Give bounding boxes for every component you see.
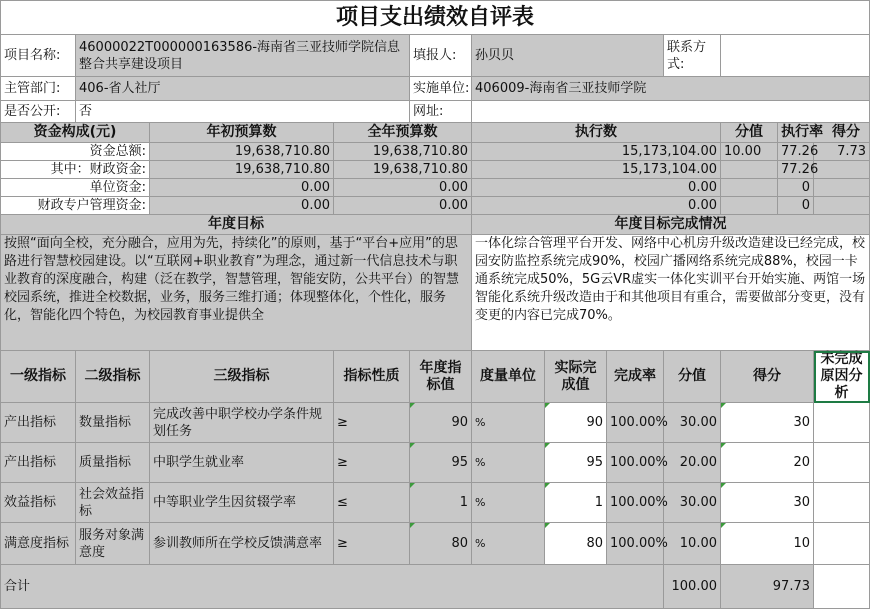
ind-nature[interactable]: ≤ [334, 483, 410, 523]
funds-header-rate: 执行率 [781, 124, 824, 140]
ind-header-nature[interactable]: 指标性质 [334, 351, 410, 403]
url-value[interactable] [472, 101, 870, 123]
ind-actual[interactable]: 95 [545, 443, 607, 483]
ind-header-rate[interactable]: 完成率 [607, 351, 664, 403]
contact-value[interactable] [721, 35, 870, 77]
funds-initial[interactable]: 0.00 [150, 197, 334, 215]
ind-header-score[interactable]: 得分 [721, 351, 814, 403]
ind-score[interactable]: 20 [721, 443, 814, 483]
ind-actual[interactable]: 80 [545, 523, 607, 565]
ind-weight[interactable]: 20.00 [664, 443, 721, 483]
funds-score[interactable] [814, 161, 870, 179]
ind-unit[interactable]: % [472, 403, 545, 443]
ind-header-weight[interactable]: 分值 [664, 351, 721, 403]
funds-row [1, 197, 870, 215]
total-reason[interactable] [814, 565, 870, 609]
dept-value[interactable]: 406-省人社厅 [76, 77, 410, 101]
reporter-value[interactable]: 孙贝贝 [472, 35, 664, 77]
funds-executed[interactable]: 0.00 [472, 179, 721, 197]
goal-completion-header[interactable]: 年度目标完成情况 [472, 215, 870, 235]
funds-executed[interactable]: 0.00 [472, 197, 721, 215]
ind-unit[interactable]: % [472, 443, 545, 483]
funds-initial[interactable]: 19,638,710.80 [150, 143, 334, 161]
ind-l3[interactable]: 中职学生就业率 [150, 443, 334, 483]
ind-l3[interactable]: 参训教师所在学校反馈满意率 [150, 523, 334, 565]
ind-l1[interactable]: 满意度指标 [1, 523, 76, 565]
goal-completion-text[interactable]: 一体化综合管理平台开发、网络中心机房升级改造建设已经完成，校园安防监控系统完成90%，校园广播网络系统完成88%，校园一卡通系统完成50%，5G云VR虚实一体化实训平台开始实施、两馆一场智能化系统升级改造由于和其他项目有重合，需要做部分变更，没有变更的内容已完成70%。 [472, 235, 870, 351]
ind-weight[interactable]: 30.00 [664, 483, 721, 523]
ind-actual[interactable]: 1 [545, 483, 607, 523]
url-label[interactable]: 网址: [410, 101, 472, 123]
funds-header-composition[interactable]: 资金构成(元) [1, 123, 150, 143]
ind-rate[interactable]: 100.00% [607, 523, 664, 565]
ind-target[interactable]: 80 [410, 523, 472, 565]
dept-label[interactable]: 主管部门: [1, 77, 76, 101]
funds-header-rate-score[interactable] [778, 123, 870, 143]
ind-l1[interactable]: 效益指标 [1, 483, 76, 523]
sheet-title[interactable]: 项目支出绩效自评表 [1, 1, 870, 35]
ind-reason[interactable] [814, 443, 870, 483]
ind-score[interactable]: 30 [721, 483, 814, 523]
funds-row [1, 161, 870, 179]
ind-rate[interactable]: 100.00% [607, 443, 664, 483]
ind-header-target[interactable]: 年度指标值 [410, 351, 472, 403]
ind-unit[interactable]: % [472, 483, 545, 523]
funds-weight[interactable] [721, 197, 778, 215]
total-score[interactable]: 97.73 [721, 565, 814, 609]
impl-value[interactable]: 406009-海南省三亚技师学院 [472, 77, 870, 101]
ind-l3[interactable]: 中等职业学生因贫辍学率 [150, 483, 334, 523]
ind-reason[interactable] [814, 523, 870, 565]
ind-target[interactable]: 1 [410, 483, 472, 523]
funds-annual[interactable]: 19,638,710.80 [334, 143, 472, 161]
ind-weight[interactable]: 30.00 [664, 403, 721, 443]
funds-row-label[interactable]: 资金总额: [1, 143, 150, 161]
funds-score[interactable] [814, 179, 870, 197]
ind-l2[interactable]: 服务对象满意度 [76, 523, 150, 565]
funds-initial[interactable]: 19,638,710.80 [150, 161, 334, 179]
ind-score[interactable]: 10 [721, 523, 814, 565]
reporter-label[interactable]: 填报人: [410, 35, 472, 77]
project-name-value[interactable]: 46000022T000000163586-海南省三亚技师学院信息整合共享建设项目 [76, 35, 410, 77]
funds-annual[interactable]: 0.00 [334, 197, 472, 215]
ind-rate[interactable]: 100.00% [607, 483, 664, 523]
funds-header-initial[interactable]: 年初预算数 [150, 123, 334, 143]
funds-rate[interactable]: 77.26 [778, 143, 814, 161]
ind-reason[interactable] [814, 403, 870, 443]
ind-score[interactable]: 30 [721, 403, 814, 443]
funds-header-score: 得分 [831, 124, 860, 140]
funds-executed[interactable]: 15,173,104.00 [472, 161, 721, 179]
impl-label[interactable]: 实施单位: [410, 77, 472, 101]
ind-nature[interactable]: ≥ [334, 523, 410, 565]
ind-l3[interactable]: 完成改善中职学校办学条件规划任务 [150, 403, 334, 443]
ind-rate[interactable]: 100.00% [607, 403, 664, 443]
ind-nature[interactable]: ≥ [334, 403, 410, 443]
ind-weight[interactable]: 10.00 [664, 523, 721, 565]
indicator-row [1, 403, 870, 443]
funds-rate[interactable]: 0 [778, 179, 814, 197]
indicator-row [1, 483, 870, 523]
ind-l2[interactable]: 社会效益指标 [76, 483, 150, 523]
funds-row [1, 143, 870, 161]
total-weight[interactable]: 100.00 [664, 565, 721, 609]
funds-row [1, 179, 870, 197]
funds-weight[interactable]: 10.00 [721, 143, 778, 161]
ind-target[interactable]: 90 [410, 403, 472, 443]
indicator-row [1, 523, 870, 565]
ind-header-l1[interactable]: 一级指标 [1, 351, 76, 403]
public-value[interactable]: 否 [76, 101, 410, 123]
ind-header-unit[interactable]: 度量单位 [472, 351, 545, 403]
funds-header-annual[interactable]: 全年预算数 [334, 123, 472, 143]
annual-goal-header[interactable]: 年度目标 [1, 215, 472, 235]
indicator-row [1, 443, 870, 483]
annual-goal-text[interactable]: 按照“面向全校，充分融合，应用为先，持续化”的原则，基于“平台+应用”的思路进行智慧校园建设。以“互联网+职业教育”为理念，通过新一代信息技术与职业教育的深度融合，构建（泛在教学，智慧管理，智能安防，公共平台）的智慧校园系统，推进全校数据，业务，服务三维打通；体现整体化，个性化，服务化，智能化四个特色，为校园教育事业提供全 [1, 235, 472, 351]
public-label[interactable]: 是否公开: [1, 101, 76, 123]
ind-header-actual[interactable]: 实际完成值 [545, 351, 607, 403]
funds-weight[interactable] [721, 161, 778, 179]
funds-score[interactable] [814, 197, 870, 215]
contact-label[interactable]: 联系方式: [664, 35, 721, 77]
ind-l1[interactable]: 产出指标 [1, 403, 76, 443]
funds-annual[interactable]: 0.00 [334, 179, 472, 197]
ind-target[interactable]: 95 [410, 443, 472, 483]
funds-score[interactable]: 7.73 [814, 143, 870, 161]
funds-initial[interactable]: 0.00 [150, 179, 334, 197]
ind-reason[interactable] [814, 483, 870, 523]
funds-header-executed[interactable]: 执行数 [472, 123, 721, 143]
ind-unit[interactable]: % [472, 523, 545, 565]
ind-header-l3[interactable]: 三级指标 [150, 351, 334, 403]
total-label[interactable]: 合计 [1, 565, 664, 609]
ind-l1[interactable]: 产出指标 [1, 443, 76, 483]
funds-executed[interactable]: 15,173,104.00 [472, 143, 721, 161]
funds-row-label[interactable]: 财政专户管理资金: [1, 197, 150, 215]
funds-weight[interactable] [721, 179, 778, 197]
ind-l2[interactable]: 质量指标 [76, 443, 150, 483]
ind-actual[interactable]: 90 [545, 403, 607, 443]
funds-row-label[interactable]: 单位资金: [1, 179, 150, 197]
funds-rate[interactable]: 77.26 [778, 161, 814, 179]
ind-nature[interactable]: ≥ [334, 443, 410, 483]
ind-header-l2[interactable]: 二级指标 [76, 351, 150, 403]
ind-l2[interactable]: 数量指标 [76, 403, 150, 443]
funds-rate[interactable]: 0 [778, 197, 814, 215]
funds-annual[interactable]: 19,638,710.80 [334, 161, 472, 179]
project-name-label[interactable]: 项目名称: [1, 35, 76, 77]
funds-row-label[interactable]: 其中：财政资金: [1, 161, 150, 179]
ind-header-reason[interactable]: 未完成原因分析 [814, 351, 870, 403]
funds-header-weight[interactable]: 分值 [721, 123, 778, 143]
